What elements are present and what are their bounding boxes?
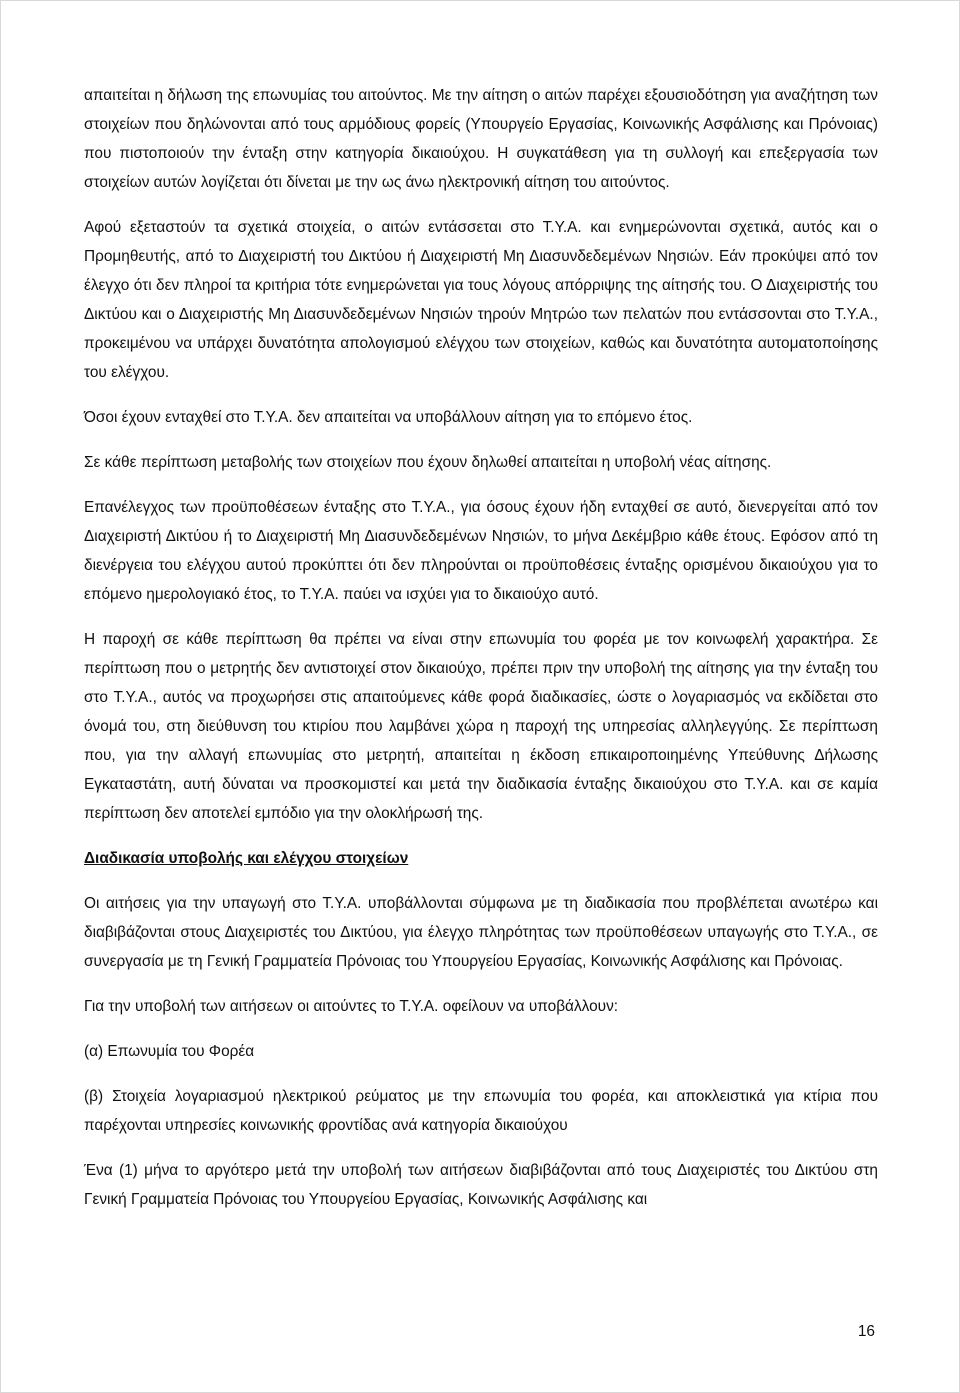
paragraph-inclusion-notification: Αφού εξεταστούν τα σχετικά στοιχεία, ο αιτών εντάσσεται στο Τ.Υ.Α. και ενημερώνονται σχετικά, αυτός και ο Προμηθευτής, από το Διαχειριστή του Δικτύου ή Διαχειριστή Μη Διασυνδεδεμένων Νησιών. Εάν προκύψει από τον έλεγχο ότι δεν πληροί τα κριτήρια τότε ενημερώνεται για τους λόγους απόρριψης της αίτησής του. Ο Διαχειριστής του Δικτύου και ο Διαχειριστής Μη Διασυνδεδεμένων Νησιών τηρούν Μητρώο των πελατών που εντάσσονται στο Τ.Υ.Α., προκειμένου να υπάρχει δυνατότητα απολογισμού ελέγχου των στοιχείων, καθώς και δυνατότητα αυτοματοποίησης του ελέγχου. — [84, 219, 878, 381]
paragraph-applications-forwarded: Οι αιτήσεις για την υπαγωγή στο Τ.Υ.Α. υποβάλλονται σύμφωνα με τη διαδικασία που προβλέπεται ανωτέρω και διαβιβάζονται στους Διαχειριστές του Δικτύου, για έλεγχο πληρότητας των προϋποθέσεων υπαγωγής στο Τ.Υ.Α., σε συνεργασία με τη Γενική Γραμματεία Πρόνοιας του Υπουργείου Εργασίας, Κοινωνικής Ασφάλισης και Πρόνοιας. — [84, 895, 878, 970]
list-item-a: (α) Επωνυμία του Φορέα — [84, 1043, 255, 1060]
paragraph-one-month: Ένα (1) μήνα το αργότερο μετά την υποβολή των αιτήσεων διαβιβάζονται από τους Διαχειριστές του Δικτύου στη Γενική Γραμματεία Πρόνοιας του Υπουργείου Εργασίας, Κοινωνικής Ασφάλισης και — [84, 1162, 878, 1208]
paragraph-data-change: Σε κάθε περίπτωση μεταβολής των στοιχείων που έχουν δηλωθεί απαιτείται η υποβολή νέας αίτησης. — [84, 454, 772, 471]
paragraph-supply-name: Η παροχή σε κάθε περίπτωση θα πρέπει να είναι στην επωνυμία του φορέα με τον κοινωφελή χαρακτήρα. Σε περίπτωση που ο μετρητής δεν αντιστοιχεί στον δικαιούχο, πρέπει πριν την υποβολή της αίτησης για την ένταξη του στο Τ.Υ.Α., αυτός να προχωρήσει στις απαιτούμενες κάθε φορά διαδικασίες, ώστε ο λογαριασμός να εκδίδεται στο όνομά του, στη διεύθυνση του κτιρίου που λαμβάνει χώρα η παροχή της υπηρεσίας αλληλεγγύης. Σε περίπτωση που, για την αλλαγή επωνυμίας στο μετρητή, απαιτείται η έκδοση επικαιροποιημένης Υπεύθυνης Δήλωσης Εγκαταστάτη, αυτή δύναται να προσκομιστεί και μετά την διαδικασία ένταξης δικαιούχου στο Τ.Υ.Α. και σε καμία περίπτωση δεν αποτελεί εμπόδιο για την ολοκλήρωσή της. — [84, 631, 878, 822]
list-item-b: (β) Στοιχεία λογαριασμού ηλεκτρικού ρεύματος με την επωνυμία του φορέα, και αποκλειστικά για κτίρια που παρέχονται υπηρεσίες κοινωνικής φροντίδας ανά κατηγορία δικαιούχου — [84, 1088, 878, 1134]
paragraph-consent: απαιτείται η δήλωση της επωνυμίας του αιτούντος. Με την αίτηση ο αιτών παρέχει εξουσιοδότηση για αναζήτηση των στοιχείων που δηλώνονται από τους αρμόδιους φορείς (Υπουργείο Εργασίας, Κοινωνικής Ασφάλισης και Πρόνοιας) που πιστοποιούν την ένταξη στην κατηγορία δικαιούχου. Η συγκατάθεση για τη συλλογή και επεξεργασία των στοιχείων αυτών λογίζεται ότι δίνεται με την ως άνω ηλεκτρονική αίτηση του αιτούντος. — [84, 87, 878, 191]
paragraph-no-reapplication: Όσοι έχουν ενταχθεί στο Τ.Υ.Α. δεν απαιτείται να υποβάλλουν αίτηση για το επόμενο έτος. — [84, 409, 693, 426]
section-heading: Διαδικασία υποβολής και ελέγχου στοιχείων — [84, 850, 409, 867]
document-body — [84, 81, 878, 1230]
paragraph-submission-requirements: Για την υποβολή των αιτήσεων οι αιτούντες το Τ.Υ.Α. οφείλουν να υποβάλλουν: — [84, 998, 619, 1015]
paragraph-reverification: Επανέλεγχος των προϋποθέσεων ένταξης στο Τ.Υ.Α., για όσους έχουν ήδη ενταχθεί σε αυτό, διενεργείται από τον Διαχειριστή Δικτύου ή το Διαχειριστή Μη Διασυνδεδεμένων Νησιών, το μήνα Δεκέμβριο κάθε έτους. Εφόσον από τη διενέργεια του ελέγχου αυτού προκύπτει ότι δεν πληρούνται οι προϋποθέσεις ένταξης ορισμένου δικαιούχου για το επόμενο ημερολογιακό έτος, το Τ.Υ.Α. παύει να ισχύει για το δικαιούχο αυτό. — [84, 499, 878, 603]
page-number: 16 — [857, 1323, 875, 1340]
